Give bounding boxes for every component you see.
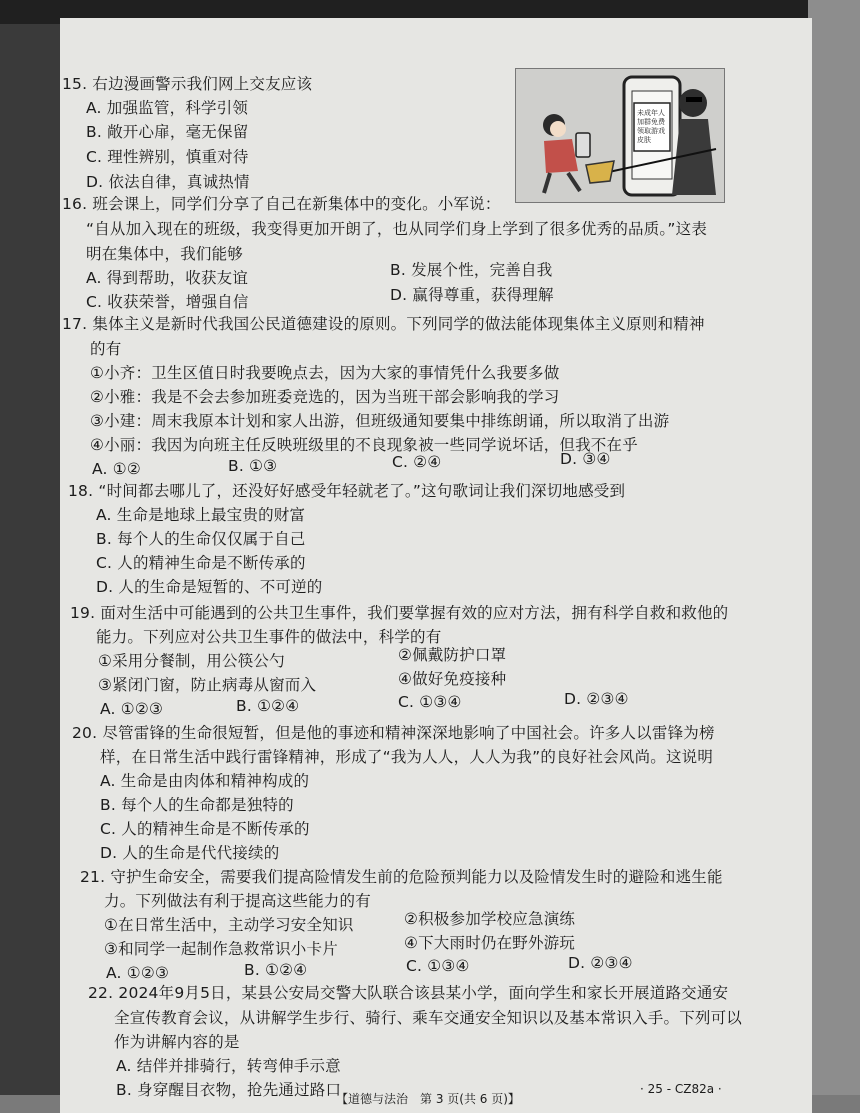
question-18-option-b: B. 每个人的生命仅仅属于自己 <box>96 530 306 548</box>
question-22-line-2: 全宣传教育会议，从讲解学生步行、骑行、乘车交通安全知识以及基本常识入手。下列可以 <box>114 1009 743 1027</box>
question-19-option-c: C. ①③④ <box>398 693 462 711</box>
question-19-line-1: 19. 面对生活中可能遇到的公共卫生事件，我们要掌握有效的应对方法，拥有科学自救和救他的 <box>70 604 729 622</box>
question-16-line-2: “自从加入现在的班级，我变得更加开朗了，也从同学们身上学到了很多优秀的品质。”这表 <box>86 220 708 238</box>
question-19-item-2: ②佩戴防护口罩 <box>398 646 507 664</box>
question-21-line-2: 力。下列做法有利于提高这些能力的有 <box>104 892 371 910</box>
question-16-line-1: 16. 班会课上，同学们分享了自己在新集体中的变化。小军说： <box>62 195 501 213</box>
question-16-option-d: D. 赢得尊重，获得理解 <box>390 286 554 304</box>
question-17-item-4: ④小丽：我因为向班主任反映班级里的不良现象被一些同学说坏话，但我不在乎 <box>90 436 638 454</box>
question-15-option-c: C. 理性辨别，慎重对待 <box>86 148 249 166</box>
page-footer-code: · 25 - CZ82a · <box>640 1082 722 1096</box>
question-21-option-a: A. ①②③ <box>106 964 170 982</box>
question-15-option-a: A. 加强监管，科学引领 <box>86 99 249 117</box>
question-17-option-a: A. ①② <box>92 460 141 478</box>
question-19-line-2: 能力。下列应对公共卫生事件的做法中，科学的有 <box>96 628 442 646</box>
question-17-item-1: ①小齐：卫生区值日时我要晚点去，因为大家的事情凭什么我要多做 <box>90 364 560 382</box>
question-19-option-b: B. ①②④ <box>236 697 300 715</box>
question-16-line-3: 明在集体中，我们能够 <box>86 245 244 263</box>
page-footer-label: 【道德与法治 第 3 页(共 6 页)】 <box>336 1092 520 1106</box>
question-22-line-3: 作为讲解内容的是 <box>114 1033 240 1051</box>
question-17-item-3: ③小建：周末我原本计划和家人出游，但班级通知要集中排练朗诵，所以取消了出游 <box>90 412 670 430</box>
question-17-option-d: D. ③④ <box>560 450 611 468</box>
question-21-item-2: ②积极参加学校应急演练 <box>404 910 576 928</box>
question-21-item-1: ①在日常生活中，主动学习安全知识 <box>104 916 354 934</box>
question-16-option-a: A. 得到帮助，收获友谊 <box>86 269 249 287</box>
question-21-item-4: ④下大雨时仍在野外游玩 <box>404 934 576 952</box>
question-21-line-1: 21. 守护生命安全，需要我们提高险情发生前的危险预判能力以及险情发生时的避险和逃生能 <box>80 868 723 886</box>
cartoon-illustration <box>515 68 725 203</box>
question-18-option-c: C. 人的精神生命是不断传承的 <box>96 554 306 572</box>
question-22-line-1: 22. 2024年9月5日，某县公安局交警大队联合该县某小学，面向学生和家长开展道路交通安 <box>88 984 729 1002</box>
question-20-option-c: C. 人的精神生命是不断传承的 <box>100 820 310 838</box>
question-17-option-c: C. ②④ <box>392 453 442 471</box>
question-21-item-3: ③和同学一起制作急救常识小卡片 <box>104 940 338 958</box>
question-17-item-2: ②小雅：我是不会去参加班委竞选的，因为当班干部会影响我的学习 <box>90 388 560 406</box>
question-17-line-1: 17. 集体主义是新时代我国公民道德建设的原则。下列同学的做法能体现集体主义原则和精神 <box>62 315 705 333</box>
question-18-stem: 18. “时间都去哪儿了，还没好好感受年轻就老了。”这句歌词让我们深切地感受到 <box>68 482 626 500</box>
question-21-option-b: B. ①②④ <box>244 961 308 979</box>
question-15-option-d: D. 依法自律，真诚热情 <box>86 173 250 191</box>
question-20-line-1: 20. 尽管雷锋的生命很短暂，但是他的事迹和精神深深地影响了中国社会。许多人以雷锋为榜 <box>72 724 715 742</box>
question-19-option-a: A. ①②③ <box>100 700 164 718</box>
question-20-line-2: 样，在日常生活中践行雷锋精神，形成了“我为人人，人人为我”的良好社会风尚。这说明 <box>100 748 714 766</box>
photo-background-right <box>808 0 860 1113</box>
question-15-stem: 15. 右边漫画警示我们网上交友应该 <box>62 75 313 93</box>
question-22-option-a: A. 结伴并排骑行，转弯伸手示意 <box>116 1057 341 1075</box>
question-21-option-d: D. ②③④ <box>568 954 633 972</box>
question-18-option-a: A. 生命是地球上最宝贵的财富 <box>96 506 306 524</box>
question-17-option-b: B. ①③ <box>228 457 278 475</box>
question-20-option-d: D. 人的生命是代代接续的 <box>100 844 280 862</box>
question-19-item-3: ③紧闭门窗，防止病毒从窗而入 <box>98 676 317 694</box>
question-21-option-c: C. ①③④ <box>406 957 470 975</box>
question-20-option-a: A. 生命是由肉体和精神构成的 <box>100 772 310 790</box>
question-18-option-d: D. 人的生命是短暂的、不可逆的 <box>96 578 323 596</box>
question-16-option-b: B. 发展个性，完善自我 <box>390 261 553 279</box>
cartoon-drawing <box>516 69 724 202</box>
question-20-option-b: B. 每个人的生命都是独特的 <box>100 796 294 814</box>
cartoon-sign-text: 未成年人加群免费领取游戏皮肤 <box>637 109 665 144</box>
question-19-item-4: ④做好免疫接种 <box>398 670 507 688</box>
question-19-item-1: ①采用分餐制，用公筷公勺 <box>98 652 285 670</box>
question-17-line-2: 的有 <box>90 340 122 358</box>
question-16-option-c: C. 收获荣誉，增强自信 <box>86 293 249 311</box>
question-15-option-b: B. 敞开心扉，毫无保留 <box>86 123 249 141</box>
question-22-option-b: B. 身穿醒目衣物，抢先通过路口 <box>116 1081 342 1099</box>
question-19-option-d: D. ②③④ <box>564 690 629 708</box>
